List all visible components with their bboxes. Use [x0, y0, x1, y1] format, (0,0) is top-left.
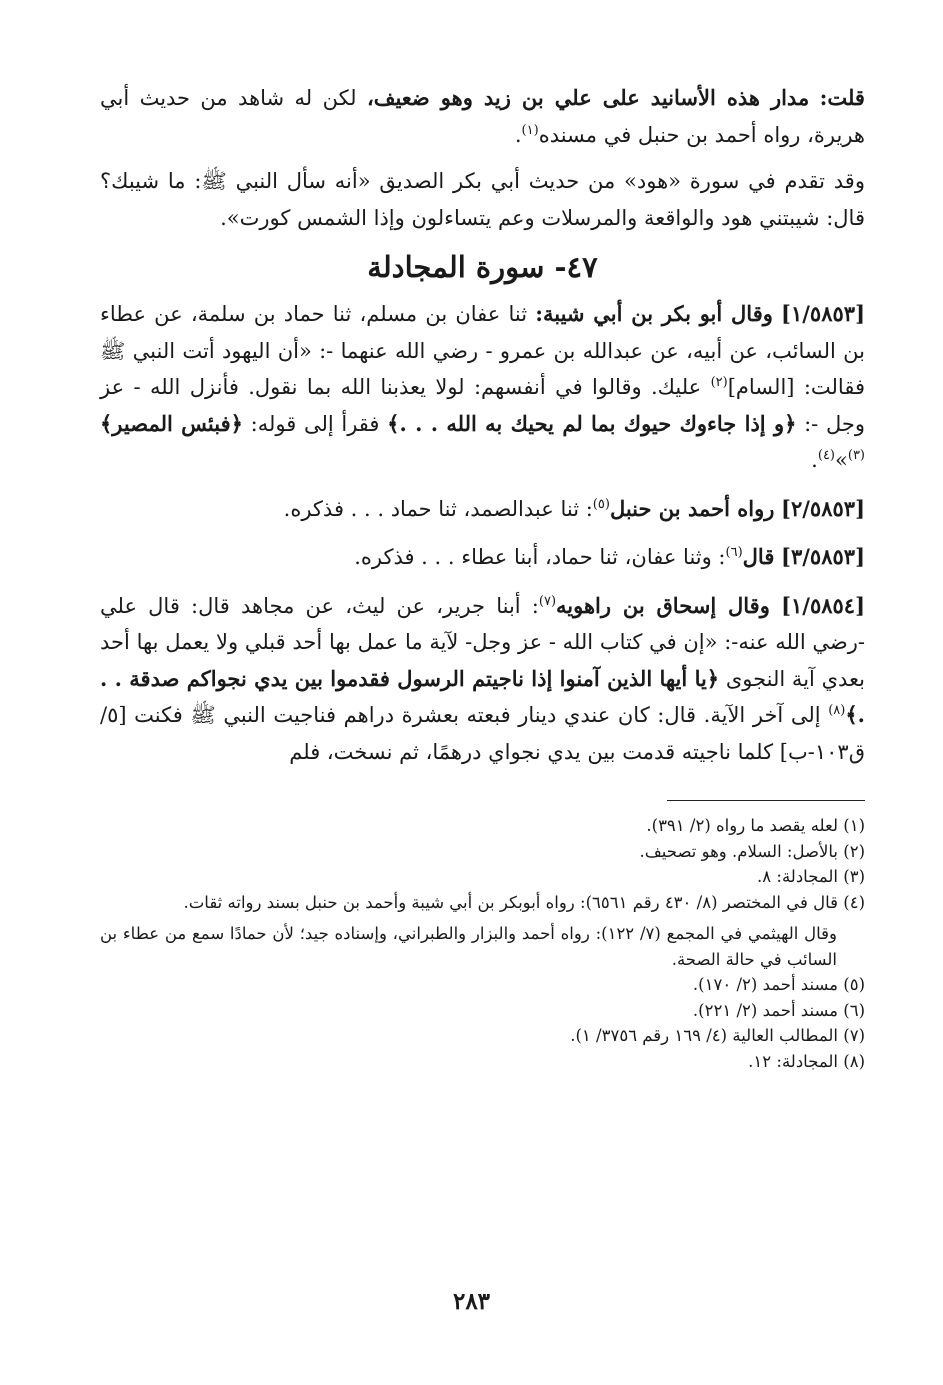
entry-id: [٣/٥٨٥٣]: [781, 544, 865, 569]
hadith-entry-3: [٣/٥٨٥٣] قال$^{(٦)}$: وثنا عفان، ثنا حماد، أبنا عطاء . . . فذكره.: [354, 544, 865, 569]
footnote-item: (٦) مسند أحمد (٢/ ٢٢١).: [692, 1000, 865, 1020]
footnote-item: (٤) قال في المختصر (٨/ ٤٣٠ رقم ٦٥٦١): رواه أبوبكر بن أبي شيبة وأحمد بن حنبل بسند رواته ثقات.: [183, 892, 865, 912]
entry-id: [١/٥٨٥٤]: [781, 592, 866, 618]
intro-label: قلت:: [819, 85, 865, 110]
footnote-ref-2[interactable]: (٢): [710, 375, 728, 390]
footnotes: [100, 813, 865, 1074]
footnote-item: (١) لعله يقصد ما رواه (٢/ ٣٩١).: [646, 816, 865, 835]
entry-id: [٢/٥٨٥٣]: [781, 495, 865, 521]
footnote-ref-1[interactable]: (١): [521, 122, 539, 138]
footnote-ref-8[interactable]: (٨): [828, 703, 846, 718]
footnote-item: (٧) المطالب العالية (٤/ ١٦٩ رقم ٣٧٥٦/ ١).: [570, 1026, 865, 1045]
entry-head: وقال إسحاق بن راهويه: [556, 592, 770, 618]
footnote-divider: [667, 800, 865, 801]
quran-verse: ﴿فبئس المصير﴾: [100, 410, 243, 436]
footnote-item: (٢) بالأصل: السلام. وهو تصحيف.: [639, 841, 865, 861]
footnote-ref-6[interactable]: (٦): [725, 545, 743, 560]
intro-paragraph-1: قلت: مدار هذه الأسانيد على علي بن زيد وهو ضعيف، لكن له شاهد من حديث أبي هريرة، رواه أحمد بن حنبل في مسنده$^{(١)}$.: [100, 85, 865, 147]
intro-bold-text: مدار هذه الأسانيد على علي بن زيد وهو ضعيف،: [366, 85, 810, 110]
hadith-entry-1: [١/٥٨٥٣] وقال أبو بكر بن أبي شيبة: ثنا عفان بن مسلم، ثنا حماد بن سلمة، عن عطاء بن السائب، عن أبيه، عن عبدالله بن عمرو - رضي الله عنهما -: «أن اليهود أتت النبي ﷺ فقالت: [السام]$^{(٢)}$ عليك. وقالوا في أنفسهم: لولا يعذبنا الله بما نقول. فأنزل الله - عز وجل -: ﴿و إذا جاءوك حيوك بما لم يحيك به الله . . .﴾ فقرأ إلى قوله: ﴿فبئس المصير﴾$^{(٣)}$»$^{(٤)}$.: [100, 301, 865, 472]
footnote-ref-7[interactable]: (٧): [538, 593, 557, 609]
footnote-continuation: وقال الهيثمي في المجمع (٧/ ١٢٢): رواه أحمد والبزار والطبراني، وإسناده جيد؛ لأن حمادًا سمع من عطاء بن السائب في حالة الصحة.: [100, 924, 837, 969]
hadith-entry-4: [١/٥٨٥٤] وقال إسحاق بن راهويه$^{(٧)}$: أبنا جرير، عن ليث، عن مجاهد قال: قال علي -رضي الله عنه-: «إن في كتاب الله - عز وجل- لآية ما عمل بها أحد قبلي ولا يعمل بها أحد بعدي آية النجوى ﴿يا أيها الذين آمنوا إذا ناجيتم الرسول فقدموا بين يدي نجواكم صدقة . . .﴾$^{(٨)}$ إلى آخر الآية. قال: كان عندي دينار فبعته بعشرة دراهم فناجيت النبي ﷺ فكنت [٥/ق١٠٣-ب] كلما ناجيته قدمت بين يدي نجواي درهمًا، ثم نسخت، فلم: [100, 592, 866, 764]
quran-verse: ﴿و إذا جاءوك حيوك بما لم يحيك به الله . . .﴾: [387, 410, 797, 436]
footnote-item: (٨) المجادلة: ١٢.: [748, 1051, 865, 1071]
footnote-ref-5[interactable]: (٥): [592, 496, 610, 512]
page-number: ٢٨٣: [452, 1288, 491, 1315]
footnote-ref-4[interactable]: (٤): [817, 448, 835, 463]
entry-head: قال: [742, 544, 775, 569]
footnote-item: (٣) المجادلة: ٨.: [757, 867, 865, 886]
hadith-entry-2: [٢/٥٨٥٣] رواه أحمد بن حنبل$^{(٥)}$: ثنا عبدالصمد، ثنا حماد . . . فذكره.: [283, 495, 865, 521]
entry-id: [١/٥٨٥٣]: [781, 301, 865, 326]
intro-paragraph-2: وقد تقدم في سورة «هود» من حديث أبي بكر الصديق «أنه سأل النبي ﷺ: ما شيبك؟ قال: شيبتني هود والواقعة والمرسلات وعم يتساءلون وإذا الشمس كورت».: [100, 169, 865, 230]
entry-head: رواه أحمد بن حنبل: [609, 495, 775, 521]
intro-text: لكن له شاهد من حديث أبي هريرة، رواه أحمد بن حنبل في مسنده: [100, 86, 865, 147]
footnote-ref-3[interactable]: (٣): [847, 448, 865, 463]
footnote-item: (٥) مسند أحمد (٢/ ١٧٠).: [692, 975, 865, 994]
entry-head: وقال أبو بكر بن أبي شيبة:: [535, 301, 773, 326]
quran-verse: ﴿يا أيها الذين آمنوا إذا ناجيتم الرسول فقدموا بين يدي نجواكم صدقة . . .﴾: [100, 665, 865, 727]
chapter-title: ٤٧- سورة المجادلة: [367, 250, 598, 284]
